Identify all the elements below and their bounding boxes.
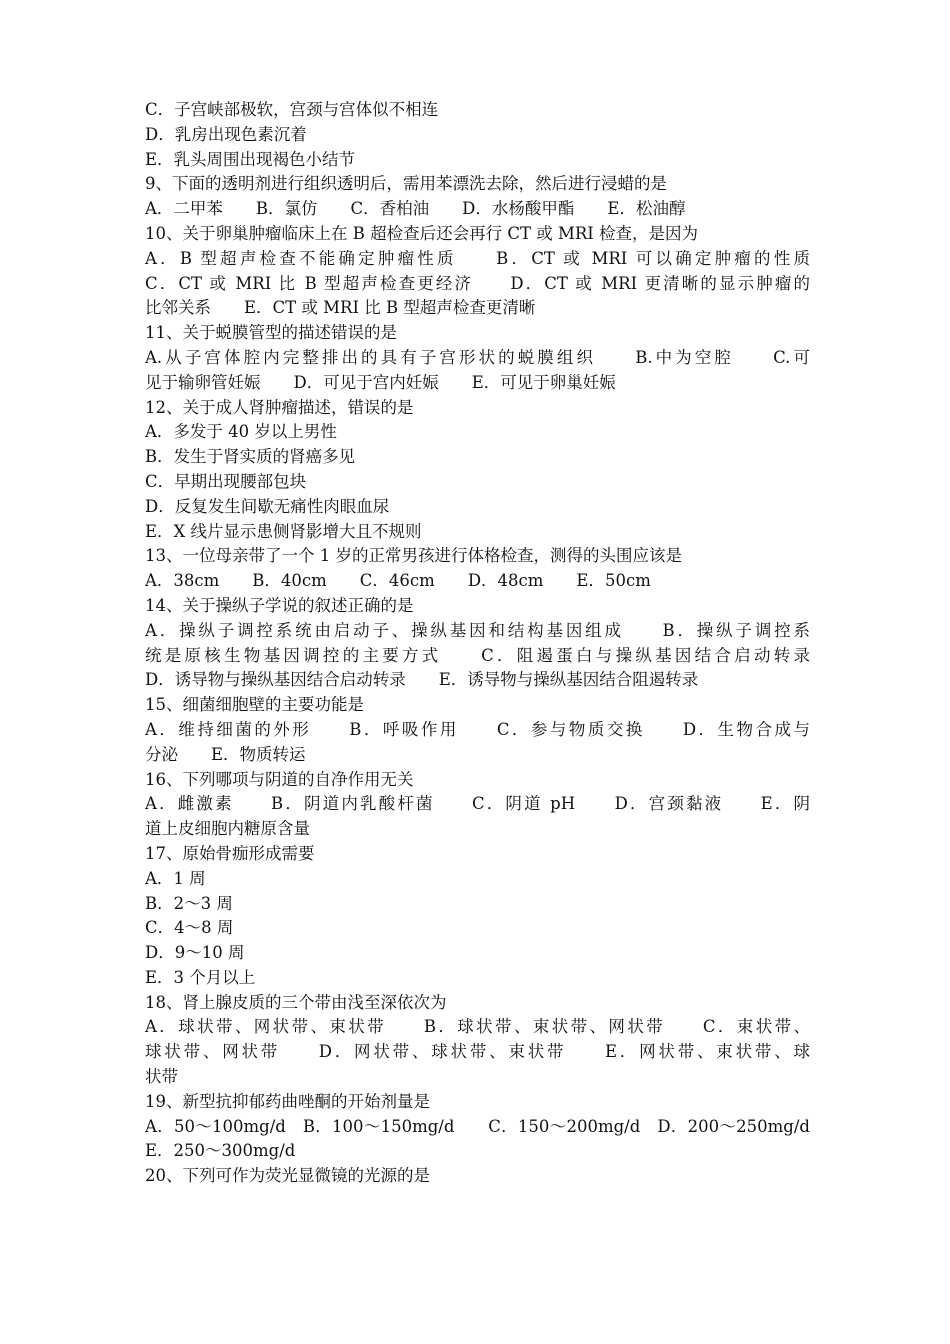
options-q10-line-1: A．B 型超声检查不能确定肿瘤性质 B．CT 或 MRI 可以确定肿瘤的性质 <box>145 248 810 268</box>
question-11: 11、关于蜕膜管型的描述错误的是 <box>145 323 397 343</box>
question-18: 18、肾上腺皮质的三个带由浅至深依次为 <box>145 992 447 1012</box>
options-q19-line-2: E．250～300mg/d <box>145 1141 296 1161</box>
document-body <box>145 98 810 1189</box>
option-e-q8: E．乳头周围出现褐色小结节 <box>145 149 356 169</box>
option-a-q17: A．1 周 <box>145 868 206 888</box>
option-d-q12: D．反复发生间歇无痛性肉眼血尿 <box>145 496 390 516</box>
options-q15-line-1: A．维持细菌的外形 B．呼吸作用 C．参与物质交换 D．生物合成与 <box>145 719 810 739</box>
option-d-q8: D．乳房出现色素沉着 <box>145 124 307 144</box>
options-q14-line-3: D．诱导物与操纵基因结合启动转录 E．诱导物与操纵基因结合阻遏转录 <box>145 670 699 690</box>
options-q10-line-3: 比邻关系 E．CT 或 MRI 比 B 型超声检查更清晰 <box>145 298 536 318</box>
question-12: 12、关于成人肾肿瘤描述，错误的是 <box>145 397 414 417</box>
options-q16-line-1: A．雌激素 B．阴道内乳酸杆菌 C．阴道 pH D．宫颈黏液 E．阴 <box>145 794 810 814</box>
option-c-q12: C．早期出现腰部包块 <box>145 471 307 491</box>
option-e-q17: E．3 个月以上 <box>145 967 256 987</box>
options-q19-line-1: A．50～100mg/d B．100～150mg/d C．150～200mg/d D．200～250mg/d <box>145 1116 810 1136</box>
option-b-q12: B．发生于肾实质的肾癌多见 <box>145 447 356 467</box>
question-17: 17、原始骨痂形成需要 <box>145 843 315 863</box>
option-d-q17: D．9～10 周 <box>145 943 245 963</box>
options-q18-line-1: A．球状带、网状带、束状带 B．球状带、束状带、网状带 C．束状带、 <box>145 1017 810 1037</box>
options-q11-line-1: A.从子宫体腔内完整排出的具有子宫形状的蜕膜组织 B.中为空腔 C.可 <box>145 347 810 367</box>
options-q11-line-2: 见于输卵管妊娠 D．可见于宫内妊娠 E．可见于卵巢妊娠 <box>145 372 616 392</box>
question-10: 10、关于卵巢肿瘤临床上在 B 超检查后还会再行 CT 或 MRI 检查，是因为 <box>145 223 699 243</box>
question-15: 15、细菌细胞壁的主要功能是 <box>145 695 364 715</box>
options-q14-line-2: 统是原核生物基因调控的主要方式 C．阻遏蛋白与操纵基因结合启动转录 <box>145 645 810 665</box>
options-q13: A．38cm B．40cm C．46cm D．48cm E．50cm <box>145 571 651 591</box>
option-c-q8: C．子宫峡部极软，宫颈与宫体似不相连 <box>145 100 439 119</box>
question-14: 14、关于操纵子学说的叙述正确的是 <box>145 595 414 615</box>
question-9: 9、下面的透明剂进行组织透明后，需用苯漂洗去除，然后进行浸蜡的是 <box>145 174 667 194</box>
options-q16-line-2: 道上皮细胞内糖原含量 <box>145 819 310 839</box>
question-19: 19、新型抗抑郁药曲唑酮的开始剂量是 <box>145 1091 430 1111</box>
options-q9: A．二甲苯 B．氯仿 C．香柏油 D．水杨酸甲酯 E．松油醇 <box>145 199 686 219</box>
question-20: 20、下列可作为荧光显微镜的光源的是 <box>145 1166 430 1186</box>
options-q10-line-2: C．CT 或 MRI 比 B 型超声检查更经济 D．CT 或 MRI 更清晰的显示肿瘤的 <box>145 273 810 293</box>
option-a-q12: A．多发于 40 岁以上男性 <box>145 422 337 442</box>
option-c-q17: C．4～8 周 <box>145 918 234 938</box>
options-q15-line-2: 分泌 E．物质转运 <box>145 744 306 764</box>
question-13: 13、一位母亲带了一个 1 岁的正常男孩进行体格检查，测得的头围应该是 <box>145 546 682 566</box>
option-b-q17: B．2～3 周 <box>145 893 233 913</box>
options-q18-line-2: 球状带、网状带 D．网状带、球状带、束状带 E．网状带、束状带、球 <box>145 1042 810 1062</box>
options-q18-line-3: 状带 <box>145 1067 178 1087</box>
options-q14-line-1: A．操纵子调控系统由启动子、操纵基因和结构基因组成 B．操纵子调控系 <box>145 620 810 640</box>
option-e-q12: E．X 线片显示患侧肾影增大且不规则 <box>145 521 422 541</box>
question-16: 16、下列哪项与阴道的自净作用无关 <box>145 769 414 789</box>
